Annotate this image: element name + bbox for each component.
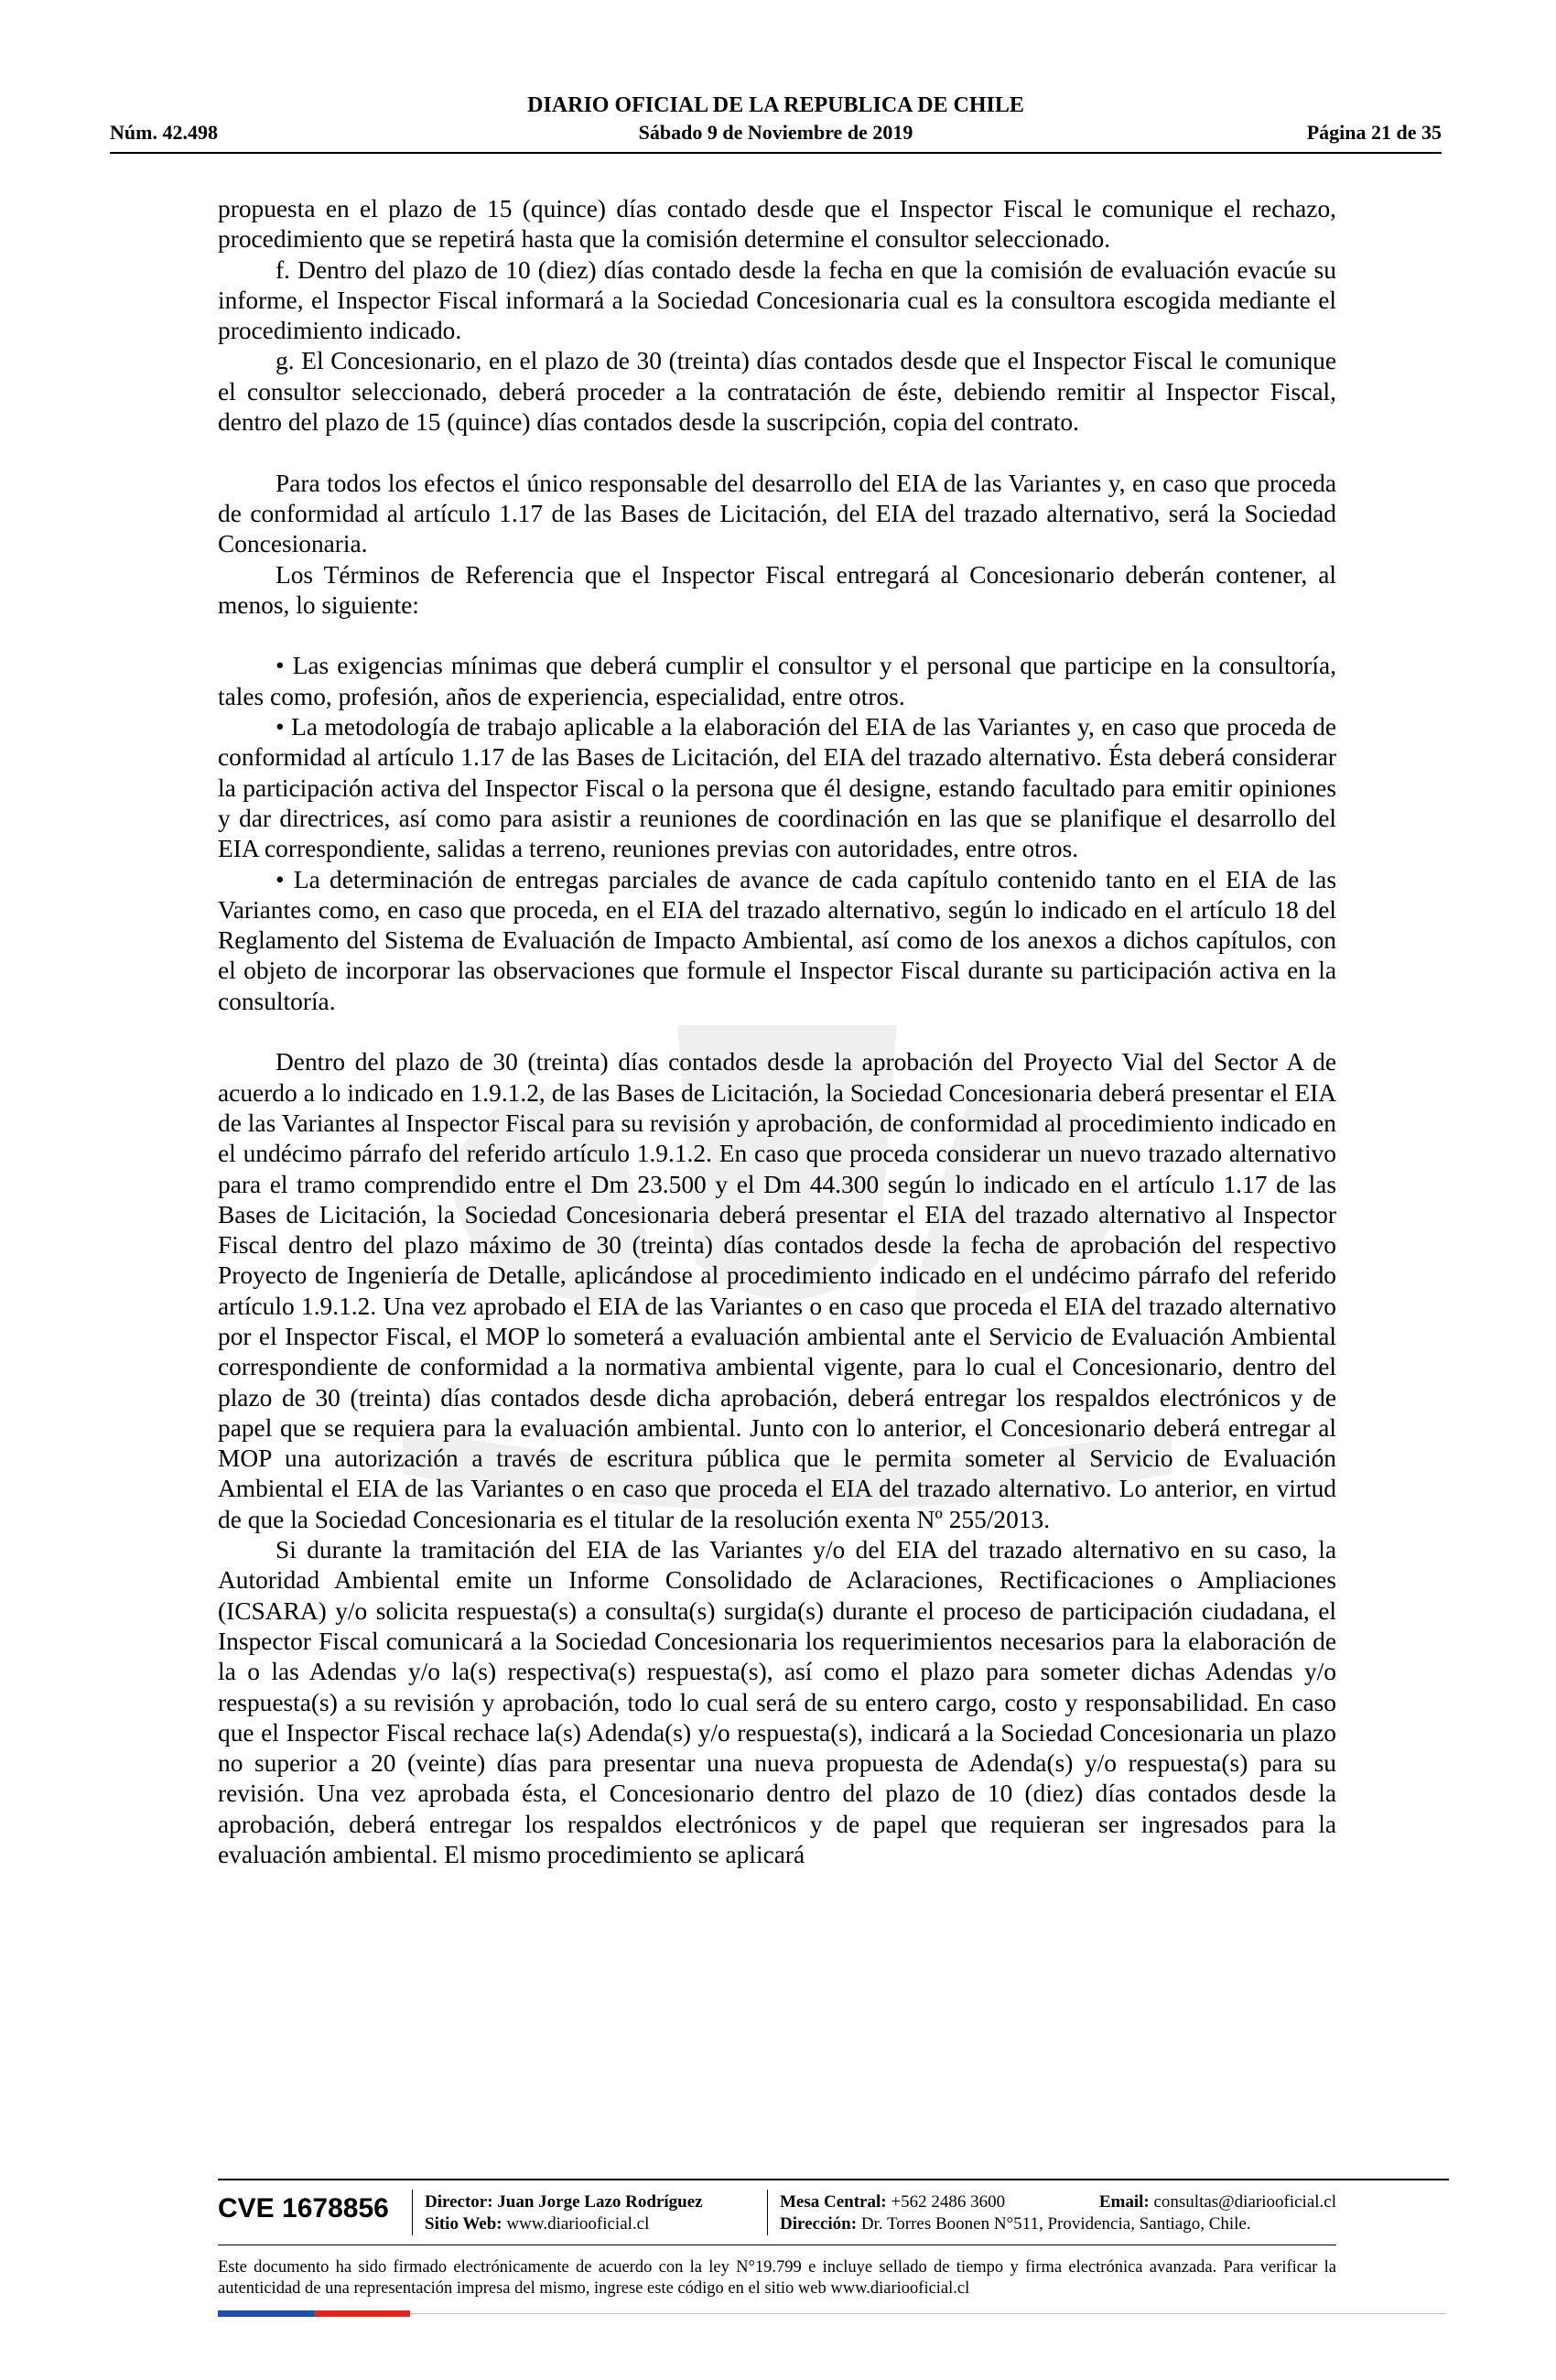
header-rule bbox=[110, 152, 1442, 154]
body-paragraph: Dentro del plazo de 30 (treinta) días contados desde la aprobación del Proyecto Vial del Sector A de acuerdo a lo indicado en 1.9.1.2, de las Bases de Licitación, la Sociedad Concesionaria deberá presentar el EIA de las Variantes al Inspector Fiscal para su revisión y aprobación, de conformidad al procedimiento indicado en el undécimo párrafo del referido artículo 1.9.1.2. En caso que proceda considerar un nuevo trazado alternativo para el tramo comprendido entre el Dm 23.500 y el Dm 44.300 según lo indicado en el artículo 1.17 de las Bases de Licitación, la Sociedad Concesionaria deberá presentar el EIA del trazado alternativo al Inspector Fiscal dentro del plazo máximo de 30 (treinta) días contados desde la fecha de aprobación del respectivo Proyecto de Ingeniería de Detalle, aplicándose al procedimiento indicado en el undécimo párrafo del referido artículo 1.9.1.2. Una vez aprobado el EIA de las Variantes o en caso que proceda el EIA del trazado alternativo por el Inspector Fiscal, el MOP lo someterá a evaluación ambiental ante el Servicio de Evaluación Ambiental correspondiente de conformidad a la normativa ambiental vigente, para lo cual el Concesionario, dentro del plazo de 30 (treinta) días contados desde dicha aprobación, deberá entregar los respaldos electrónicos y de papel que se requiera para la evaluación ambiental. Junto con lo anterior, el Concesionario deberá entregar al MOP una autorización a través de escritura pública que le permita someter al Servicio de Evaluación Ambiental el EIA de las Variantes o en caso que proceda el EIA del trazado alternativo. Lo anterior, en virtud de que la Sociedad Concesionaria es el titular de la resolución exenta Nº 255/2013. bbox=[218, 1048, 1336, 1533]
body-paragraph: Los Términos de Referencia que el Inspector Fiscal entregará al Concesionario deberán contener, al menos, lo siguiente: bbox=[218, 560, 1336, 619]
flag-line bbox=[410, 2313, 1446, 2314]
body-paragraph: propuesta en el plazo de 15 (quince) días contado desde que el Inspector Fiscal le comunique el rechazo, procedimiento que se repetirá hasta que la comisión determine el consultor seleccionado. bbox=[218, 195, 1336, 254]
email-label: Email: bbox=[1098, 2192, 1150, 2212]
issue-number: Núm. 42.498 bbox=[110, 121, 218, 144]
email-link[interactable]: consultas@diariooficial.cl bbox=[1153, 2192, 1336, 2212]
phone-label: Mesa Central: bbox=[780, 2192, 887, 2212]
page-header bbox=[110, 92, 1442, 156]
document-body bbox=[218, 194, 1336, 1870]
signature-note: Este documento ha sido firmado electrónicamente de acuerdo con la ley N°19.799 e incluye sellado de tiempo y firma electrónica avanzada. Para verificar la autenticidad de una representación impresa del mismo, ingrese este código en el sitio web www.diariooficial.cl bbox=[218, 2258, 1336, 2298]
address-label: Dirección: bbox=[780, 2214, 858, 2234]
address-value: Dr. Torres Boonen N°511, Providencia, Santiago, Chile. bbox=[860, 2214, 1251, 2234]
bullet-item: • La metodología de trabajo aplicable a la elaboración del EIA de las Variantes y, en caso que proceda de conformidad al artículo 1.17 de las Bases de Licitación, del EIA del trazado alternativo. Ésta deberá considerar la participación activa del Inspector Fiscal o la persona que él designe, estando facultado para emitir opiniones y dar directrices, así como para asistir a reuniones de coordinación en las que se planifique el desarrollo del EIA correspondiente, salidas a terreno, reuniones previas con autoridades, entre otros. bbox=[218, 713, 1336, 863]
site-link[interactable]: www.diariooficial.cl bbox=[506, 2214, 650, 2234]
footer-info bbox=[218, 2186, 1336, 2239]
flag-blue-segment bbox=[218, 2310, 314, 2317]
body-paragraph: f. Dentro del plazo de 10 (diez) días contado desde la fecha en que la comisión de evaluación evacúe su informe, el Inspector Fiscal informará a la Sociedad Concesionaria cual es la consultora escogida mediante el procedimiento indicado. bbox=[218, 255, 1336, 345]
body-paragraph: Para todos los efectos el único responsable del desarrollo del EIA de las Variantes y, en caso que proceda de conformidad al artículo 1.17 de las Bases de Licitación, del EIA del trazado alternativo, será la Sociedad Concesionaria. bbox=[218, 469, 1336, 558]
footer-top-rule bbox=[218, 2179, 1449, 2180]
body-paragraph: Si durante la tramitación del EIA de las Variantes y/o del EIA del trazado alternativo en su caso, la Autoridad Ambiental emite un Informe Consolidado de Aclaraciones, Rectificaciones o Ampliaciones (ICSARA) y/o solicita respuesta(s) a consulta(s) surgida(s) durante el proceso de participación ciudadana, el Inspector Fiscal comunicará a la Sociedad Concesionaria los requerimientos necesarios para la elaboración de la o las Adendas y/o la(s) respectiva(s) respuesta(s), así como el plazo para someter dichas Adendas y/o respuesta(s) a su revisión y aprobación, todo lo cual será de su entero cargo, costo y responsabilidad. En caso que el Inspector Fiscal rechace la(s) Adenda(s) y/o respuesta(s), indicará a la Sociedad Concesionaria un plazo no superior a 20 (veinte) días para presentar una nueva propuesta de Adenda(s) y/o respuesta(s) para su revisión. Una vez aprobada ésta, el Concesionario dentro del plazo de 10 (diez) días contados desde la aprobación, deberá entregar los respaldos electrónicos y de papel que requieran ser ingresados para la evaluación ambiental. El mismo procedimiento se aplicará bbox=[218, 1536, 1336, 1869]
footer-separator bbox=[412, 2190, 413, 2235]
director-label: Director: bbox=[425, 2192, 493, 2212]
cve-code: CVE 1678856 bbox=[218, 2193, 389, 2223]
director-name: Juan Jorge Lazo Rodríguez bbox=[497, 2192, 703, 2212]
site-label: Sitio Web: bbox=[425, 2214, 502, 2234]
flag-red-segment bbox=[314, 2310, 410, 2317]
footer-separator bbox=[767, 2190, 768, 2235]
bullet-item: • La determinación de entregas parciales de avance de cada capítulo contenido tanto en el EIA de las Variantes como, en caso que proceda, en el EIA del trazado alternativo, según lo indicado en el artículo 18 del Reglamento del Sistema de Evaluación de Impacto Ambiental, así como de los anexos a dichos capítulos, con el objeto de incorporar las observaciones que formule el Inspector Fiscal durante su participación activa en la consultoría. bbox=[218, 865, 1336, 1015]
flag-stripe bbox=[218, 2310, 410, 2317]
footer-contact-block bbox=[780, 2191, 1336, 2235]
bullet-item: • Las exigencias mínimas que deberá cumplir el consultor y el personal que participe en la consultoría, tales como, profesión, años de experiencia, especialidad, entre otros. bbox=[218, 652, 1336, 710]
body-paragraph: g. El Concesionario, en el plazo de 30 (treinta) días contados desde que el Inspector Fiscal le comunique el consultor seleccionado, deberá proceder a la contratación de éste, debiendo remitir al Inspector Fiscal, dentro del plazo de 15 (quince) días contados desde la suscripción, copia del contrato. bbox=[218, 347, 1336, 437]
footer-director-block bbox=[425, 2191, 703, 2235]
header-info-row bbox=[110, 121, 1442, 148]
issue-date: Sábado 9 de Noviembre de 2019 bbox=[638, 121, 913, 144]
newspaper-title: DIARIO OFICIAL DE LA REPUBLICA DE CHILE bbox=[527, 93, 1024, 117]
page-number: Página 21 de 35 bbox=[1306, 121, 1442, 144]
phone-value: +562 2486 3600 bbox=[891, 2192, 1006, 2212]
